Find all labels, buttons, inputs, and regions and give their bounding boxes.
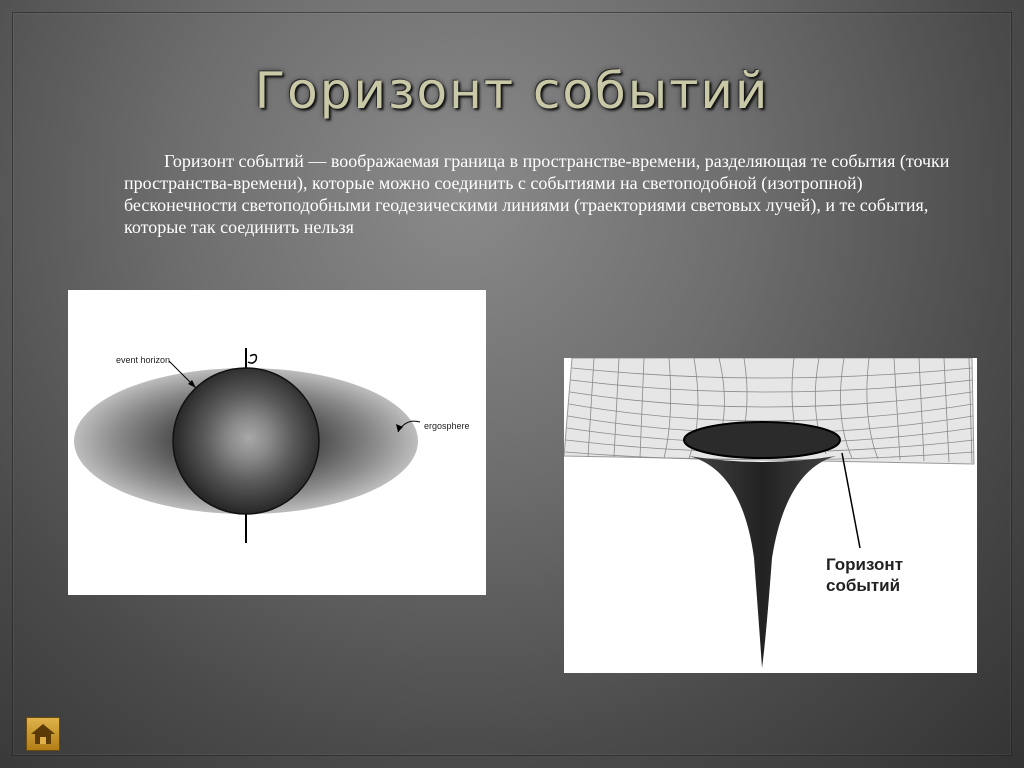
slide-title: Горизонт событий — [254, 62, 770, 120]
home-icon — [27, 718, 59, 750]
event-horizon-sphere — [173, 368, 319, 514]
horizon-label-line2: событий — [826, 576, 901, 595]
home-button[interactable] — [26, 717, 60, 751]
horizon-ring — [684, 422, 840, 458]
rotation-arrow-icon — [248, 355, 256, 363]
ergosphere-label: ergosphere — [424, 421, 470, 431]
horizon-label-line1: Горизонт — [826, 555, 904, 574]
event-horizon-label: event horizon — [116, 355, 171, 365]
spacetime-funnel-diagram — [564, 358, 977, 673]
black-hole-diagram — [68, 290, 486, 595]
slide-paragraph: Горизонт событий — воображаемая граница в пространстве-времени, разделяющая те события (точки пространства-времени), которые можно соединить с событиями на светоподобной (изотропной) бесконечности светоподобными геодезическими линиями (траекториями световых лучей), и те события, которые так соединить нельзя — [124, 151, 950, 237]
funnel-throat — [689, 456, 836, 668]
